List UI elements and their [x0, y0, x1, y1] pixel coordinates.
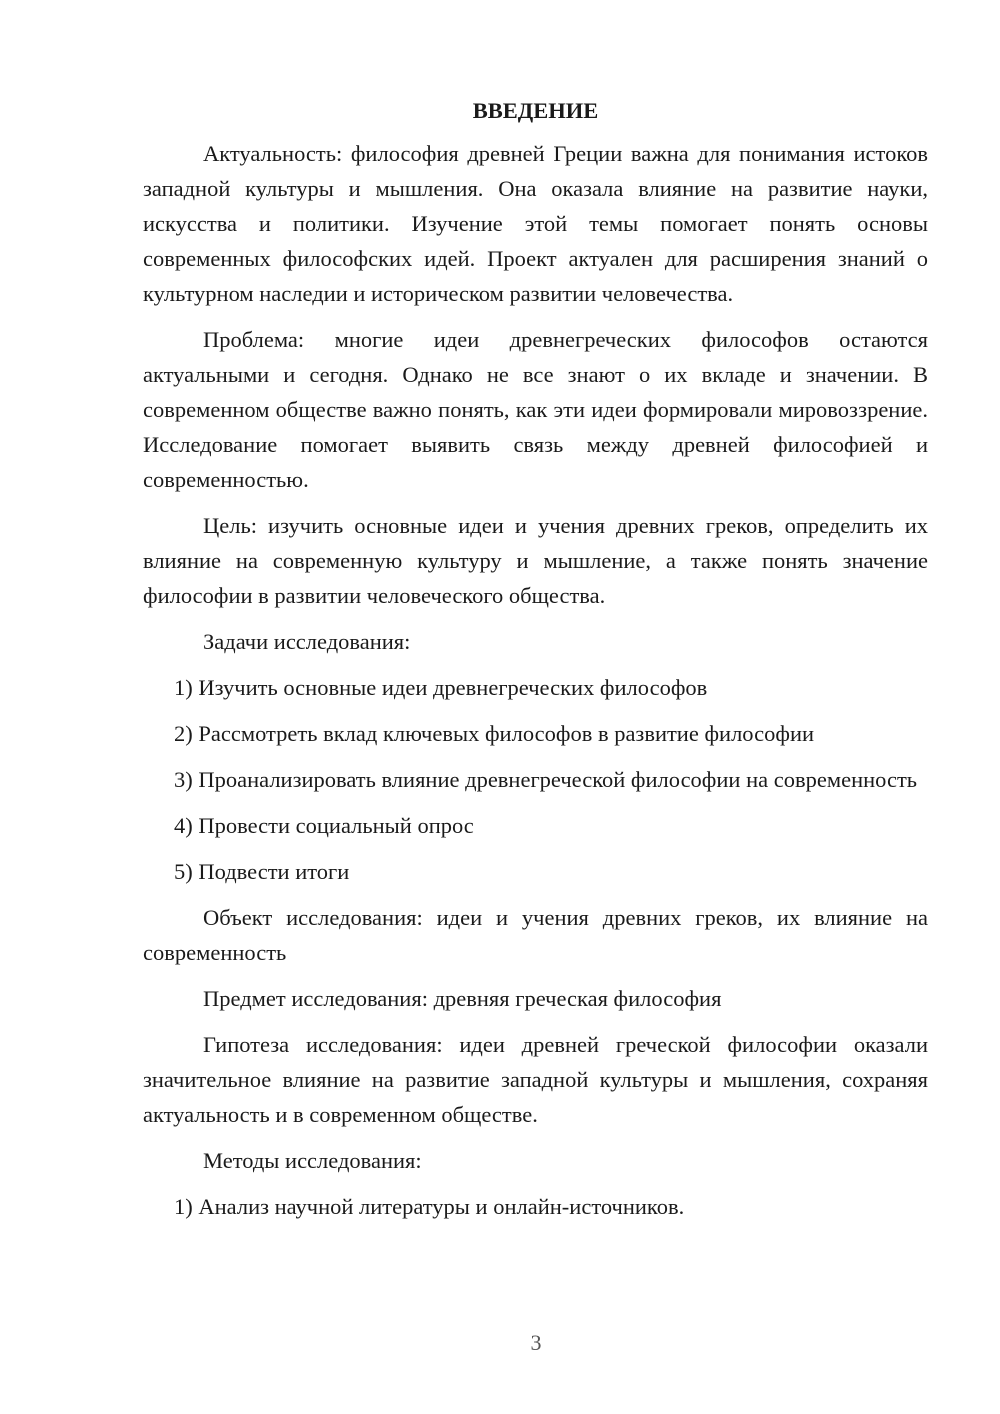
- page-number: 3: [530, 1330, 542, 1355]
- document-page: [143, 93, 928, 1235]
- methods-heading: Методы исследования:: [203, 1148, 422, 1173]
- page-title: ВВЕДЕНИЕ: [472, 98, 599, 123]
- problem-paragraph: Проблема: многие идеи древнегреческих философов остаются актуальными и сегодня. Однако не все знают о их вкладе и значении. В современном обществе важно понять, как эти идеи формировали мировоззрение. Исследование помогает выявить связь между древней философией и современностью.: [143, 327, 928, 492]
- task-item: 2) Рассмотреть вклад ключевых философов в развитие философии: [174, 721, 815, 746]
- tasks-heading: Задачи исследования:: [203, 629, 411, 654]
- hypothesis-paragraph: Гипотеза исследования: идеи древней греческой философии оказали значительное влияние на развитие западной культуры и мышления, сохраняя актуальность и в современном обществе.: [143, 1032, 928, 1127]
- task-item: 5) Подвести итоги: [174, 859, 350, 884]
- method-item: 1) Анализ научной литературы и онлайн-источников.: [174, 1194, 685, 1219]
- goal-paragraph: Цель: изучить основные идеи и учения древних греков, определить их влияние на современную культуру и мышление, а также понять значение философии в развитии человеческого общества.: [143, 513, 928, 608]
- object-paragraph: Объект исследования: идеи и учения древних греков, их влияние на современность: [143, 905, 928, 965]
- subject-paragraph: Предмет исследования: древняя греческая философия: [203, 986, 722, 1011]
- task-item: 3) Проанализировать влияние древнегреческой философии на современность: [174, 767, 918, 792]
- task-item: 1) Изучить основные идеи древнегреческих философов: [174, 675, 708, 700]
- task-item: 4) Провести социальный опрос: [174, 813, 474, 838]
- relevance-paragraph: Актуальность: философия древней Греции важна для понимания истоков западной культуры и мышления. Она оказала влияние на развитие науки, искусства и политики. Изучение этой темы помогает понять основы современных философских идей. Проект актуален для расширения знаний о культурном наследии и историческом развитии человечества.: [143, 141, 928, 306]
